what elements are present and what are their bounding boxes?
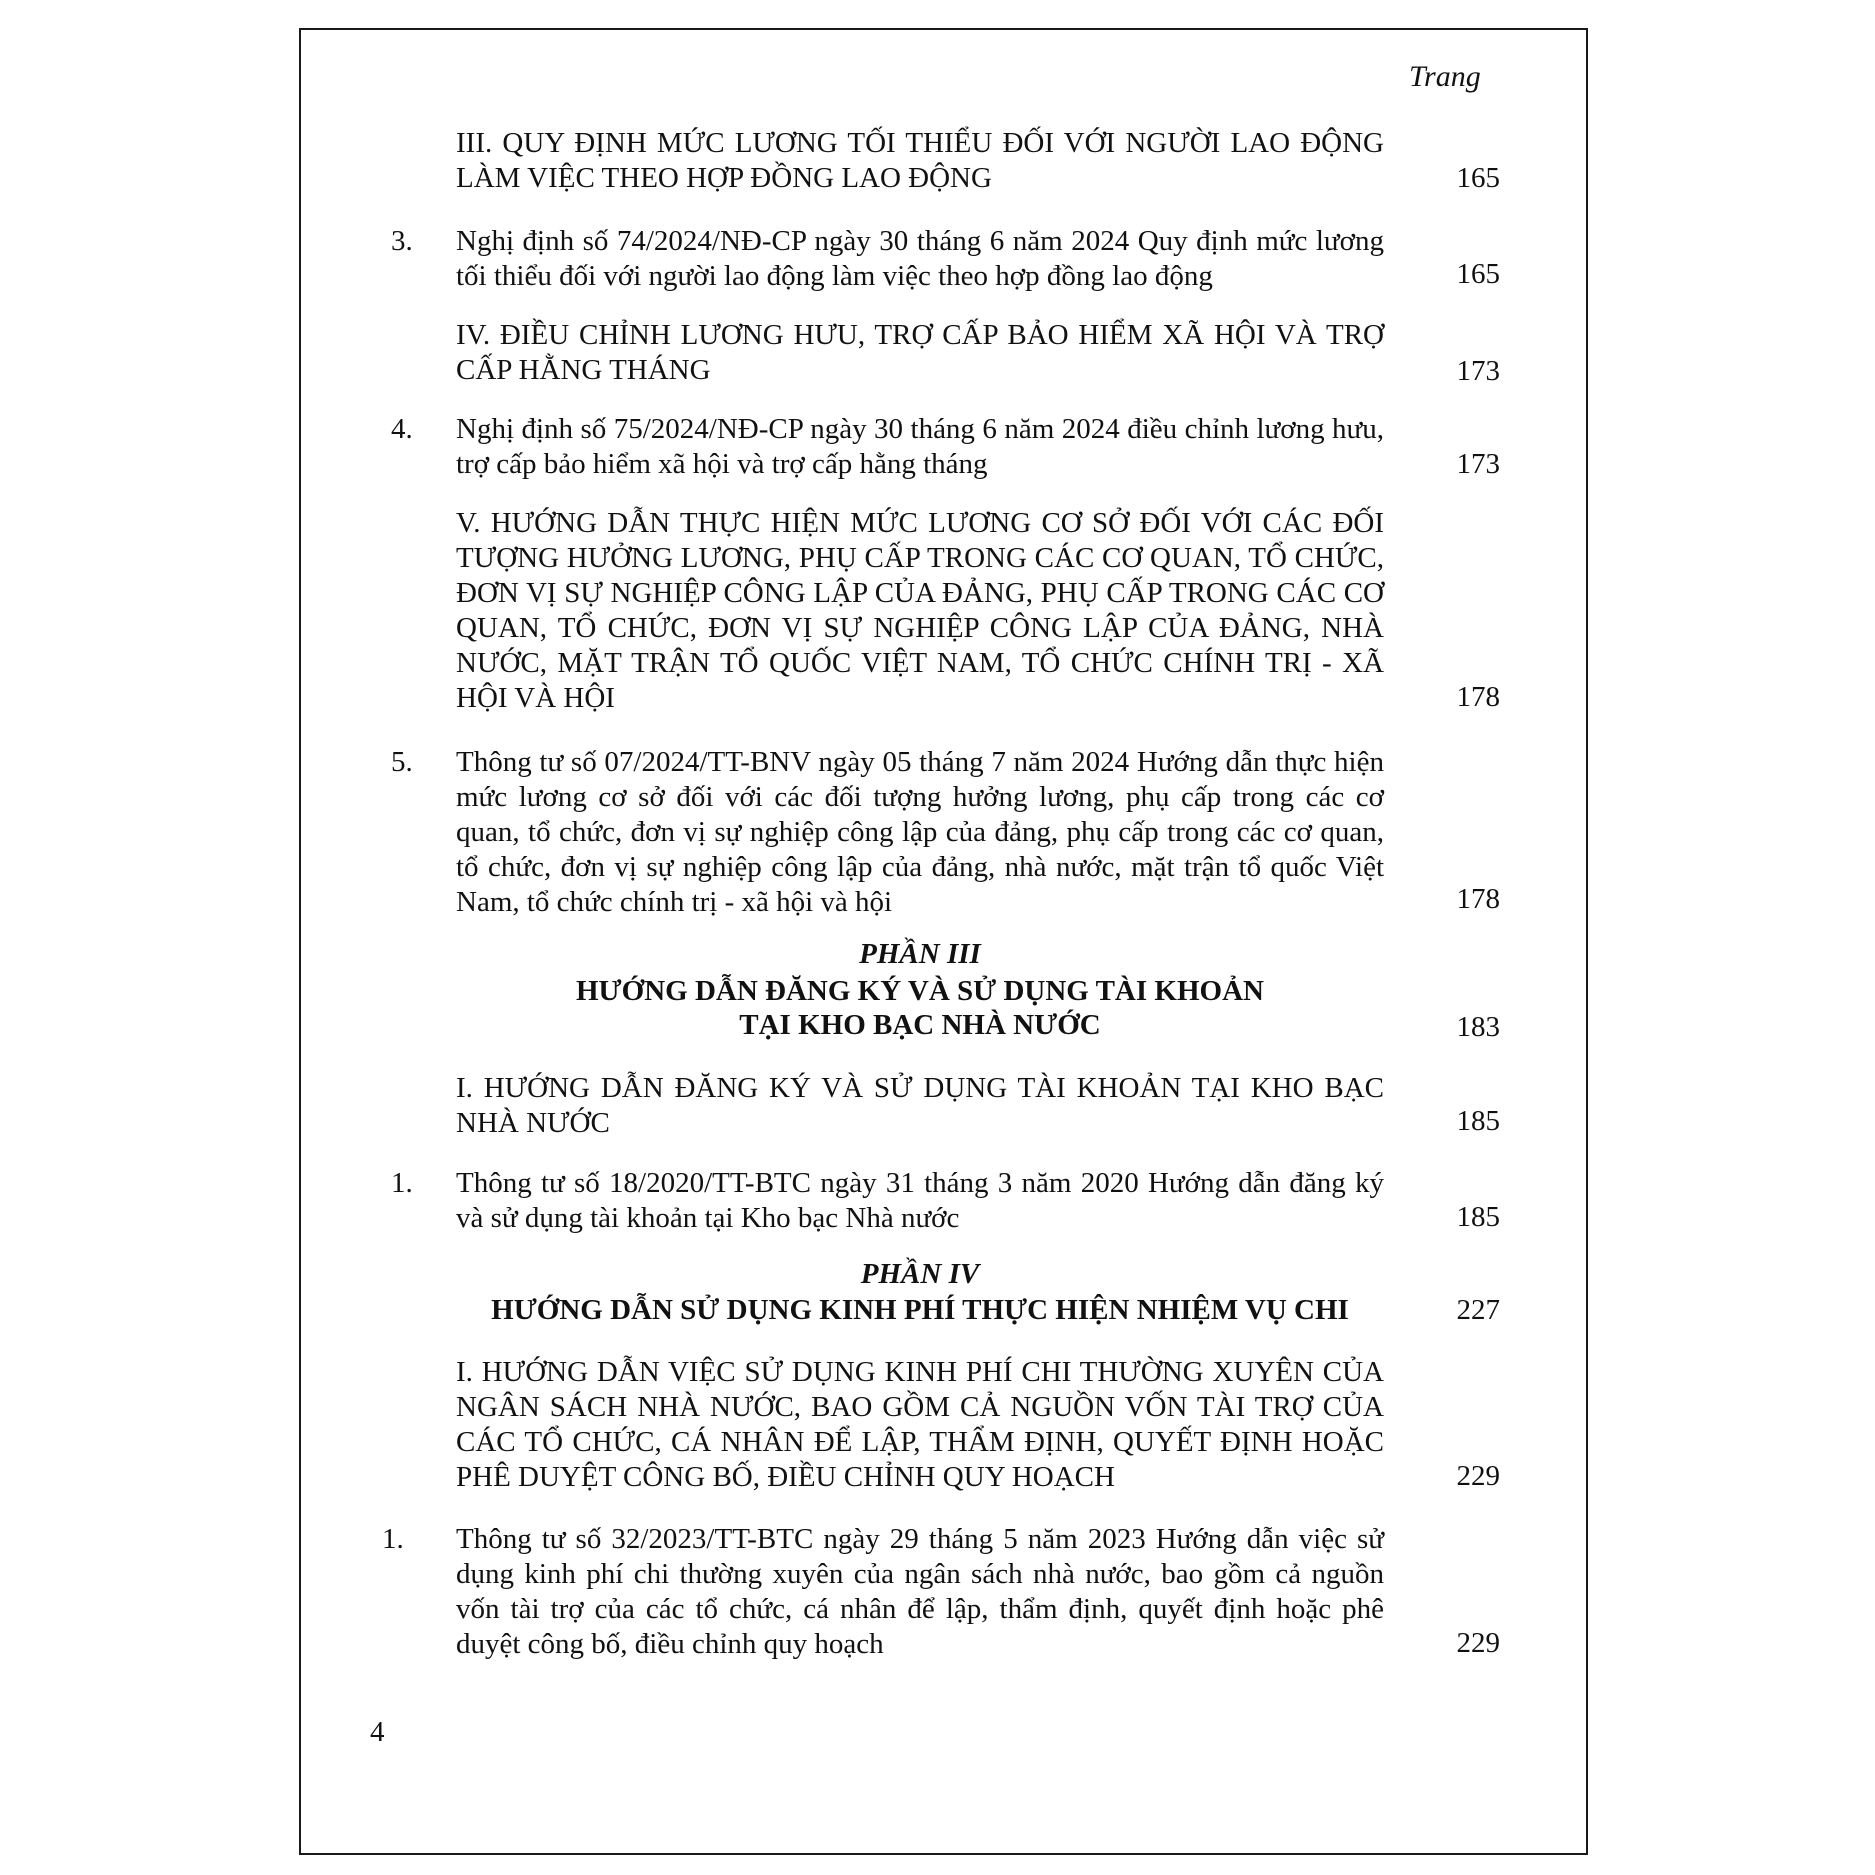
toc-entry-page: 165 xyxy=(1456,258,1500,290)
toc-entry-text: III. QUY ĐỊNH MỨC LƯƠNG TỐI THIỂU ĐỐI VỚI NGƯỜI LAO ĐỘNG LÀM VIỆC THEO HỢP ĐỒNG LAO ĐỘNG xyxy=(456,127,1384,194)
toc-entry-number: 3. xyxy=(391,225,413,257)
toc-entry-number: 5. xyxy=(391,746,413,778)
toc-entry-text: IV. ĐIỀU CHỈNH LƯƠNG HƯU, TRỢ CẤP BẢO HIỂM XÃ HỘI VÀ TRỢ CẤP HẰNG THÁNG xyxy=(456,319,1384,386)
toc-entry-page: 173 xyxy=(1456,448,1500,480)
toc-entry-text: I. HƯỚNG DẪN VIỆC SỬ DỤNG KINH PHÍ CHI THƯỜNG XUYÊN CỦA NGÂN SÁCH NHÀ NƯỚC, BAO GỒM CẢ NGUỒN VỐN TÀI TRỢ CỦA CÁC TỔ CHỨC, CÁ NHÂN ĐỂ LẬP, THẨM ĐỊNH, QUYẾT ĐỊNH HOẶC PHÊ DUYỆT CÔNG BỐ, ĐIỀU CHỈNH QUY HOẠCH xyxy=(456,1356,1384,1493)
toc-entry-number: 1. xyxy=(391,1167,413,1199)
toc-entry-text: Thông tư số 18/2020/TT-BTC ngày 31 tháng 3 năm 2020 Hướng dẫn đăng ký và sử dụng tài khoản tại Kho bạc Nhà nước xyxy=(456,1167,1384,1234)
part4-title: HƯỚNG DẪN SỬ DỤNG KINH PHÍ THỰC HIỆN NHIỆM VỤ CHI xyxy=(491,1294,1349,1326)
toc-entry-number: 4. xyxy=(391,413,413,445)
toc-entry-page: 178 xyxy=(1456,883,1500,915)
toc-entry-text: I. HƯỚNG DẪN ĐĂNG KÝ VÀ SỬ DỤNG TÀI KHOẢN TẠI KHO BẠC NHÀ NƯỚC xyxy=(456,1072,1384,1139)
page-column-header: Trang xyxy=(1409,60,1481,93)
part3-title-line1: HƯỚNG DẪN ĐĂNG KÝ VÀ SỬ DỤNG TÀI KHOẢN xyxy=(576,975,1264,1007)
part4-label: PHẦN IV xyxy=(860,1258,980,1290)
toc-entry-number: 1. xyxy=(382,1523,404,1555)
toc-entry-text: Nghị định số 75/2024/NĐ-CP ngày 30 tháng 6 năm 2024 điều chỉnh lương hưu, trợ cấp bảo hiểm xã hội và trợ cấp hằng tháng xyxy=(456,413,1384,480)
toc-entry-page: 229 xyxy=(1456,1627,1500,1659)
toc-entry-page: 173 xyxy=(1456,355,1500,387)
toc-entry-page: 165 xyxy=(1456,162,1500,194)
part3-page: 183 xyxy=(1456,1011,1500,1043)
toc-entry-text: V. HƯỚNG DẪN THỰC HIỆN MỨC LƯƠNG CƠ SỞ ĐỐI VỚI CÁC ĐỐI TƯỢNG HƯỞNG LƯƠNG, PHỤ CẤP TRONG CÁC CƠ QUAN, TỔ CHỨC, ĐƠN VỊ SỰ NGHIỆP CÔNG LẬP CỦA ĐẢNG, PHỤ CẤP TRONG CÁC CƠ QUAN, TỔ CHỨC, ĐƠN VỊ SỰ NGHIỆP CÔNG LẬP CỦA ĐẢNG, NHÀ NƯỚC, MẶT TRẬN TỔ QUỐC VIỆT NAM, TỔ CHỨC CHÍNH TRỊ - XÃ HỘI VÀ HỘI xyxy=(456,507,1384,714)
page-number: 4 xyxy=(370,1716,385,1748)
toc-entry-text: Nghị định số 74/2024/NĐ-CP ngày 30 tháng 6 năm 2024 Quy định mức lương tối thiểu đối với người lao động làm việc theo hợp đồng lao động xyxy=(456,225,1384,292)
toc-entry-page: 185 xyxy=(1456,1201,1500,1233)
part3-title-line2: TẠI KHO BẠC NHÀ NƯỚC xyxy=(739,1009,1101,1041)
part3-label: PHẦN III xyxy=(859,938,981,970)
toc-entry-text: Thông tư số 32/2023/TT-BTC ngày 29 tháng 5 năm 2023 Hướng dẫn việc sử dụng kinh phí chi thường xuyên của ngân sách nhà nước, bao gồm cả nguồn vốn tài trợ của các tổ chức, cá nhân để lập, thẩm định, quyết định hoặc phê duyệt công bố, điều chỉnh quy hoạch xyxy=(456,1523,1384,1660)
toc-entry-page: 185 xyxy=(1456,1105,1500,1137)
toc-entry-page: 229 xyxy=(1456,1460,1500,1492)
toc-entry-text: Thông tư số 07/2024/TT-BNV ngày 05 tháng 7 năm 2024 Hướng dẫn thực hiện mức lương cơ sở đối với các đối tượng hưởng lương, phụ cấp trong các cơ quan, tổ chức, đơn vị sự nghiệp công lập của đảng, phụ cấp trong các cơ quan, tổ chức, đơn vị sự nghiệp công lập của đảng, nhà nước, mặt trận tổ quốc Việt Nam, tổ chức chính trị - xã hội và hội xyxy=(456,746,1384,918)
part4-page: 227 xyxy=(1456,1294,1500,1326)
toc-entry-page: 178 xyxy=(1456,681,1500,713)
